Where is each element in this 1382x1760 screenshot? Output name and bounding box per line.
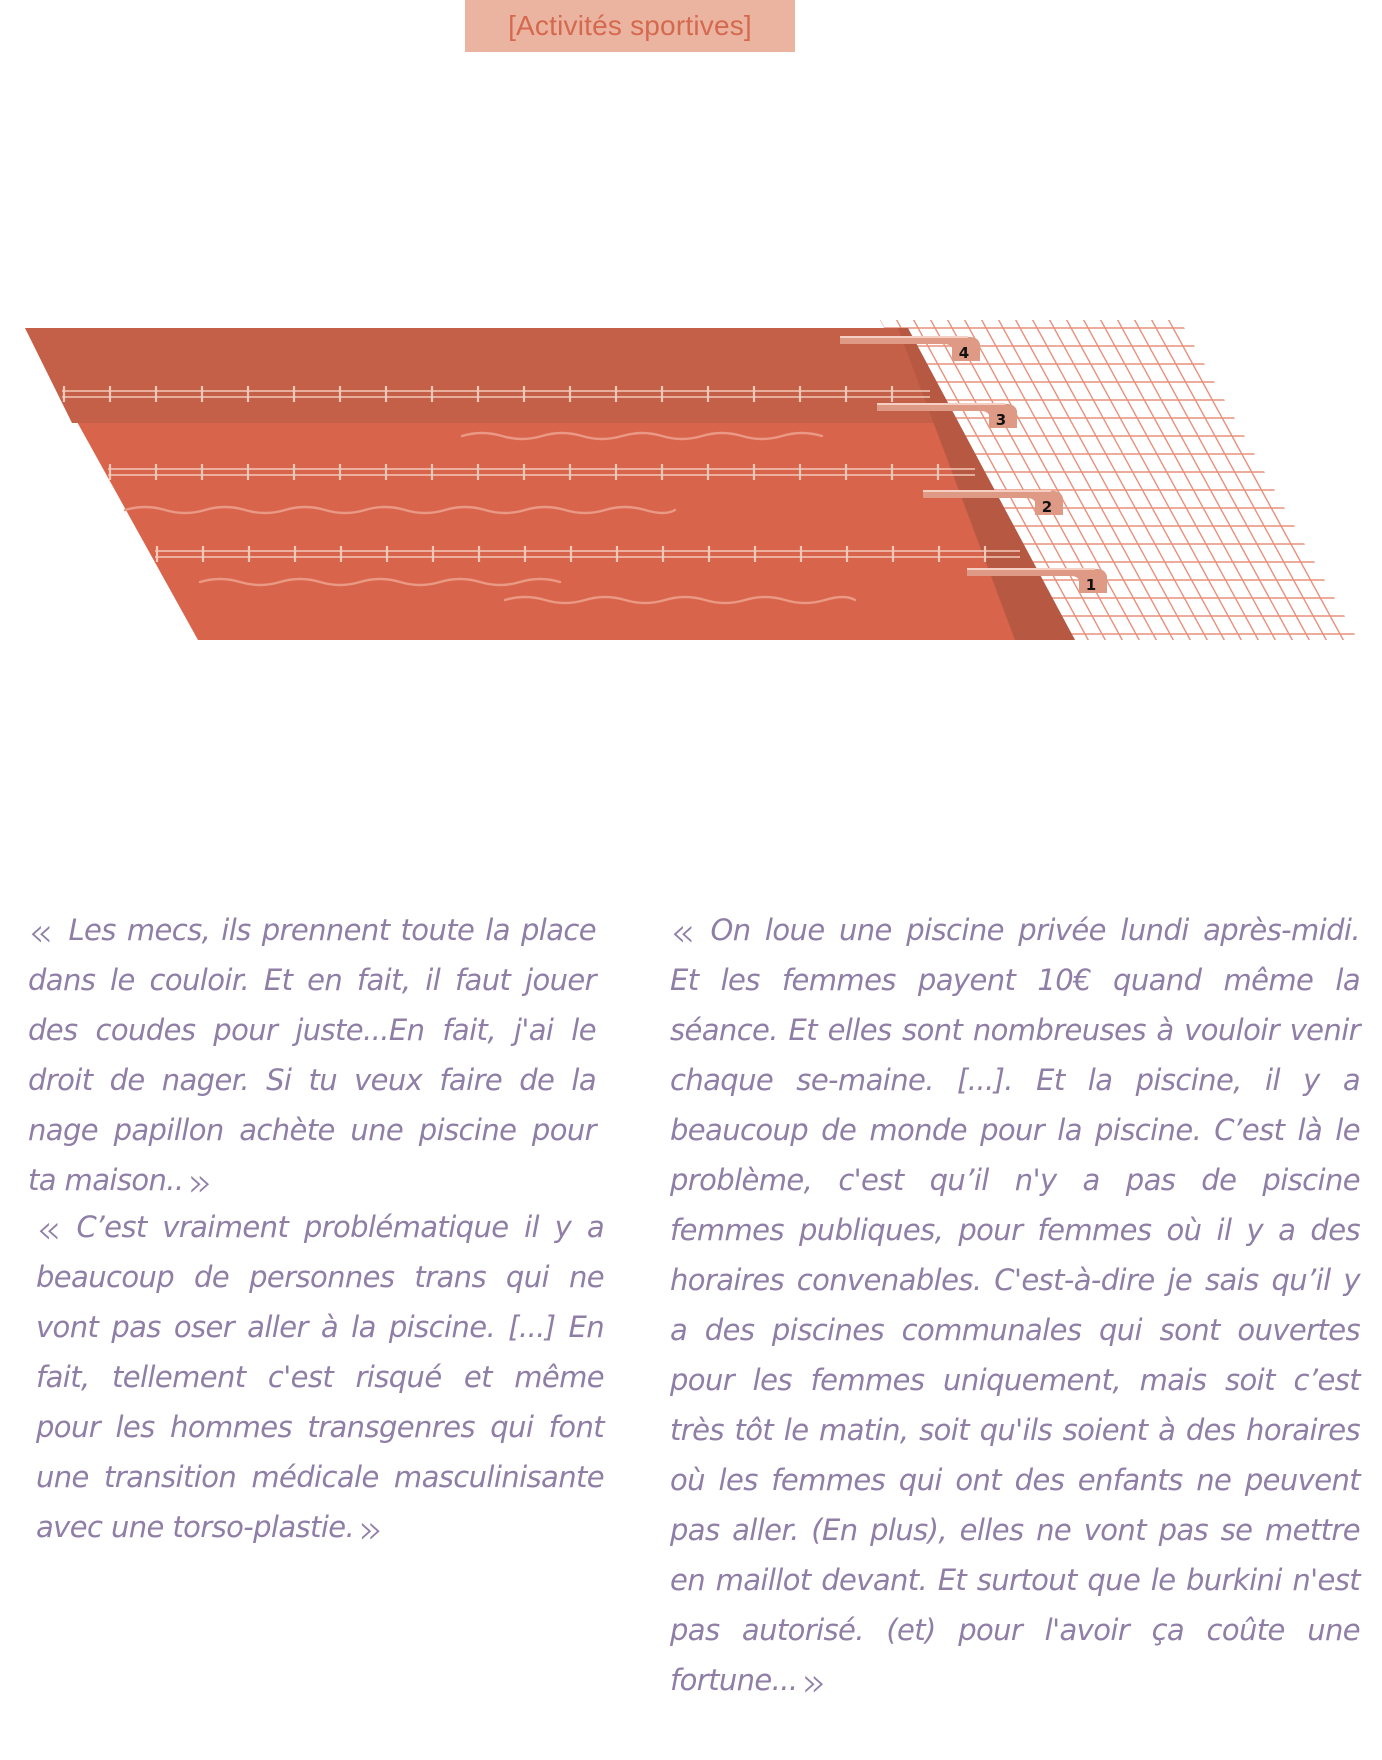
open-quote-mark: « — [36, 1207, 55, 1253]
pool-shadow-band — [25, 328, 948, 423]
open-quote-mark: « — [670, 910, 689, 956]
quote-text: C’est vraiment problématique il y a beaucoup de personnes trans qui ne vont pas oser aller à la piscine. [...] En fait, tellement c'est risqué et même pour les hommes transgenres qui font une transition médicale masculinisante avec une torso-plastie. — [36, 1210, 604, 1544]
tile-line — [1200, 320, 1380, 645]
tile-line — [1064, 320, 1244, 645]
tile-line — [1115, 320, 1295, 645]
testimony-quote-3 — [670, 905, 1360, 1705]
lane-number-2: 2 — [1041, 498, 1053, 516]
quote-text: On loue une piscine privée lundi après-midi. Et les femmes payent 10€ quand même la séance. Et elles sont nombreuses à vouloir venir chaque se-maine. [...]. Et la piscine, il y a beaucoup de monde pour la piscine. C’est là le problème, c'est qu’il n'y a pas de piscine femmes publiques, pour femmes où il y a des horaires convenables. C'est-à-dire je sais qu’il y a des piscines communales qui sont ouvertes pour les femmes uniquement, mais soit c’est très tôt le matin, soit qu'ils soient à des horaires où les femmes qui ont des enfants ne peuvent pas aller. (En plus), elles ne vont pas se mettre en maillot devant. Et surtout que le burkini n'est pas autorisé. (et) pour l'avoir ça coûte une fortune... — [670, 913, 1360, 1697]
tile-line — [1183, 320, 1363, 645]
testimony-quote-1 — [28, 905, 596, 1205]
tile-line — [1166, 320, 1346, 645]
tile-line — [1132, 320, 1312, 645]
swimming-pool-illustration — [0, 320, 1382, 660]
tile-line — [1098, 320, 1278, 645]
tile-line — [1030, 320, 1210, 645]
open-quote-mark: « — [28, 910, 47, 956]
close-quote-mark: » — [187, 1160, 206, 1206]
lane-number-1: 1 — [1085, 576, 1097, 594]
close-quote-mark: » — [358, 1507, 377, 1553]
tile-line — [1081, 320, 1261, 645]
lane-number-3: 3 — [995, 411, 1007, 429]
quote-text: Les mecs, ils prennent toute la place dans le couloir. Et en fait, il faut jouer des coudes pour juste...En fait, j'ai le droit de nager. Si tu veux faire de la nage papillon achète une piscine pour ta maison.. — [28, 913, 596, 1197]
tile-line — [1047, 320, 1227, 645]
testimony-quote-2 — [36, 1202, 604, 1552]
lane-number-4: 4 — [958, 344, 970, 362]
tile-line — [1149, 320, 1329, 645]
close-quote-mark: » — [801, 1660, 820, 1706]
section-tag: [Activités sportives] — [465, 0, 795, 52]
